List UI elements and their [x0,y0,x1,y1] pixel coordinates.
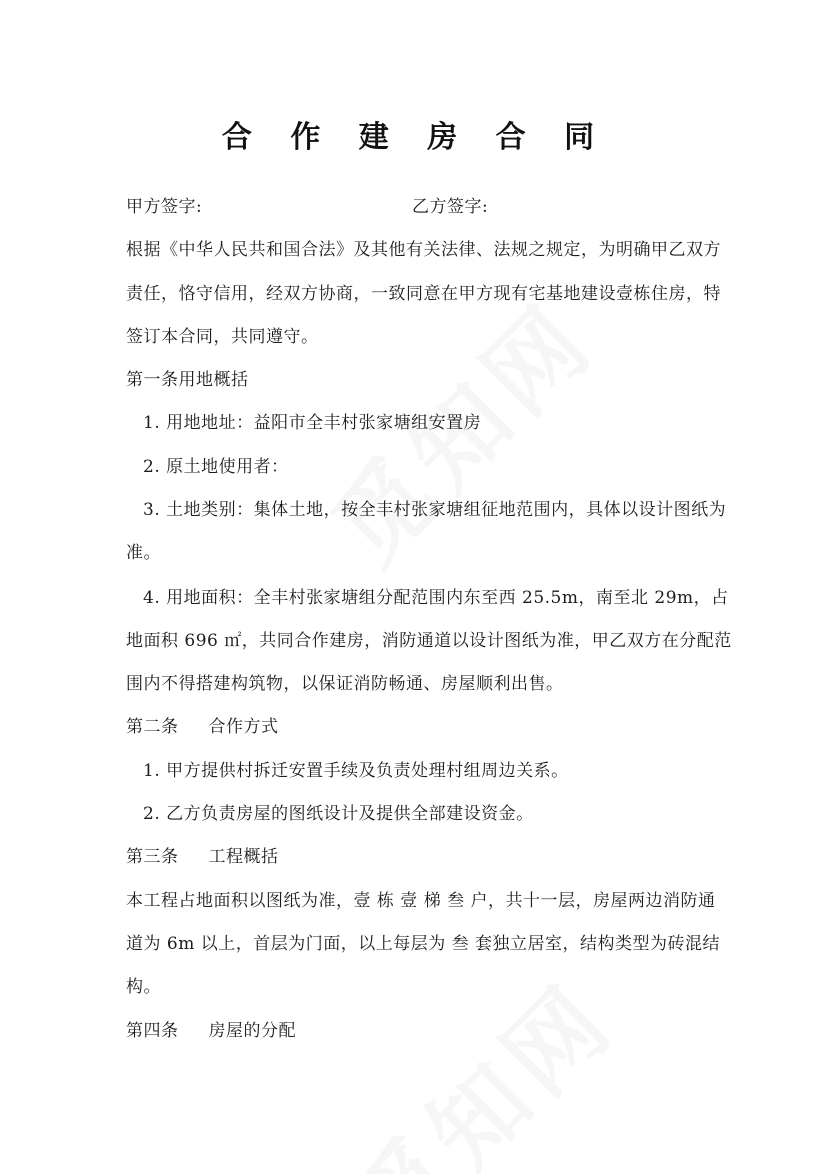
article-2-item: 2. 乙方负责房屋的图纸设计及提供全部建设资金。 [143,804,534,824]
preamble-line: 根据《中华人民共和国合法》及其他有关法律、法规之规定，为明确甲乙双方 [126,240,721,260]
preamble-line: 签订本合同，共同遵守。 [126,327,319,347]
preamble-line: 责任，恪守信用，经双方协商，一致同意在甲方现有宅基地建设壹栋住房，特 [126,284,721,304]
party-a-signature-label: 甲方签字: [126,197,203,217]
party-b-signature-label: 乙方签字: [412,197,489,217]
article-3-line: 构。 [126,977,161,997]
article-1-item: 1. 用地地址：益阳市全丰村张家塘组安置房 [143,413,482,433]
article-3-name: 工程概括 [208,847,279,867]
article-3-heading [126,846,279,868]
article-3-line: 本工程占地面积以图纸为准，壹 栋 壹 梯 叁 户，共十一层，房屋两边消防通 [126,891,716,911]
article-3-number: 第三条 [126,847,179,867]
document-title: 合 作 建 房 合 同 [221,120,609,155]
article-1-item: 3. 土地类别：集体土地，按全丰村张家塘组征地范围内，具体以设计图纸为 [143,500,727,520]
article-1-item-continuation: 地面积 696 ㎡，共同合作建房，消防通道以设计图纸为准，甲乙双方在分配范 [126,631,732,651]
watermark [318,948,640,1174]
article-2-name: 合作方式 [208,717,279,737]
article-1-item: 4. 用地面积：全丰村张家塘组分配范围内东至西 25.5m，南至北 29m，占 [143,588,729,608]
article-2-heading [126,716,279,738]
article-4-name: 房屋的分配 [208,1021,296,1041]
article-4-heading [126,1020,296,1042]
article-4-number: 第四条 [126,1021,179,1041]
article-3-line: 道为 6m 以上，首层为门面，以上每层为 叁 套独立居室，结构类型为砖混结 [126,934,721,954]
article-1-item-continuation: 围内不得搭建构筑物，以保证消防畅通、房屋顺利出售。 [126,674,564,694]
article-1-heading: 第一条用地概括 [126,370,249,390]
article-2-number: 第二条 [126,717,179,737]
article-1-item: 2. 原土地使用者： [143,457,289,477]
article-1-item-continuation: 准。 [126,543,161,563]
article-2-item: 1. 甲方提供村拆迁安置手续及负责处理村组周边关系。 [143,761,569,781]
